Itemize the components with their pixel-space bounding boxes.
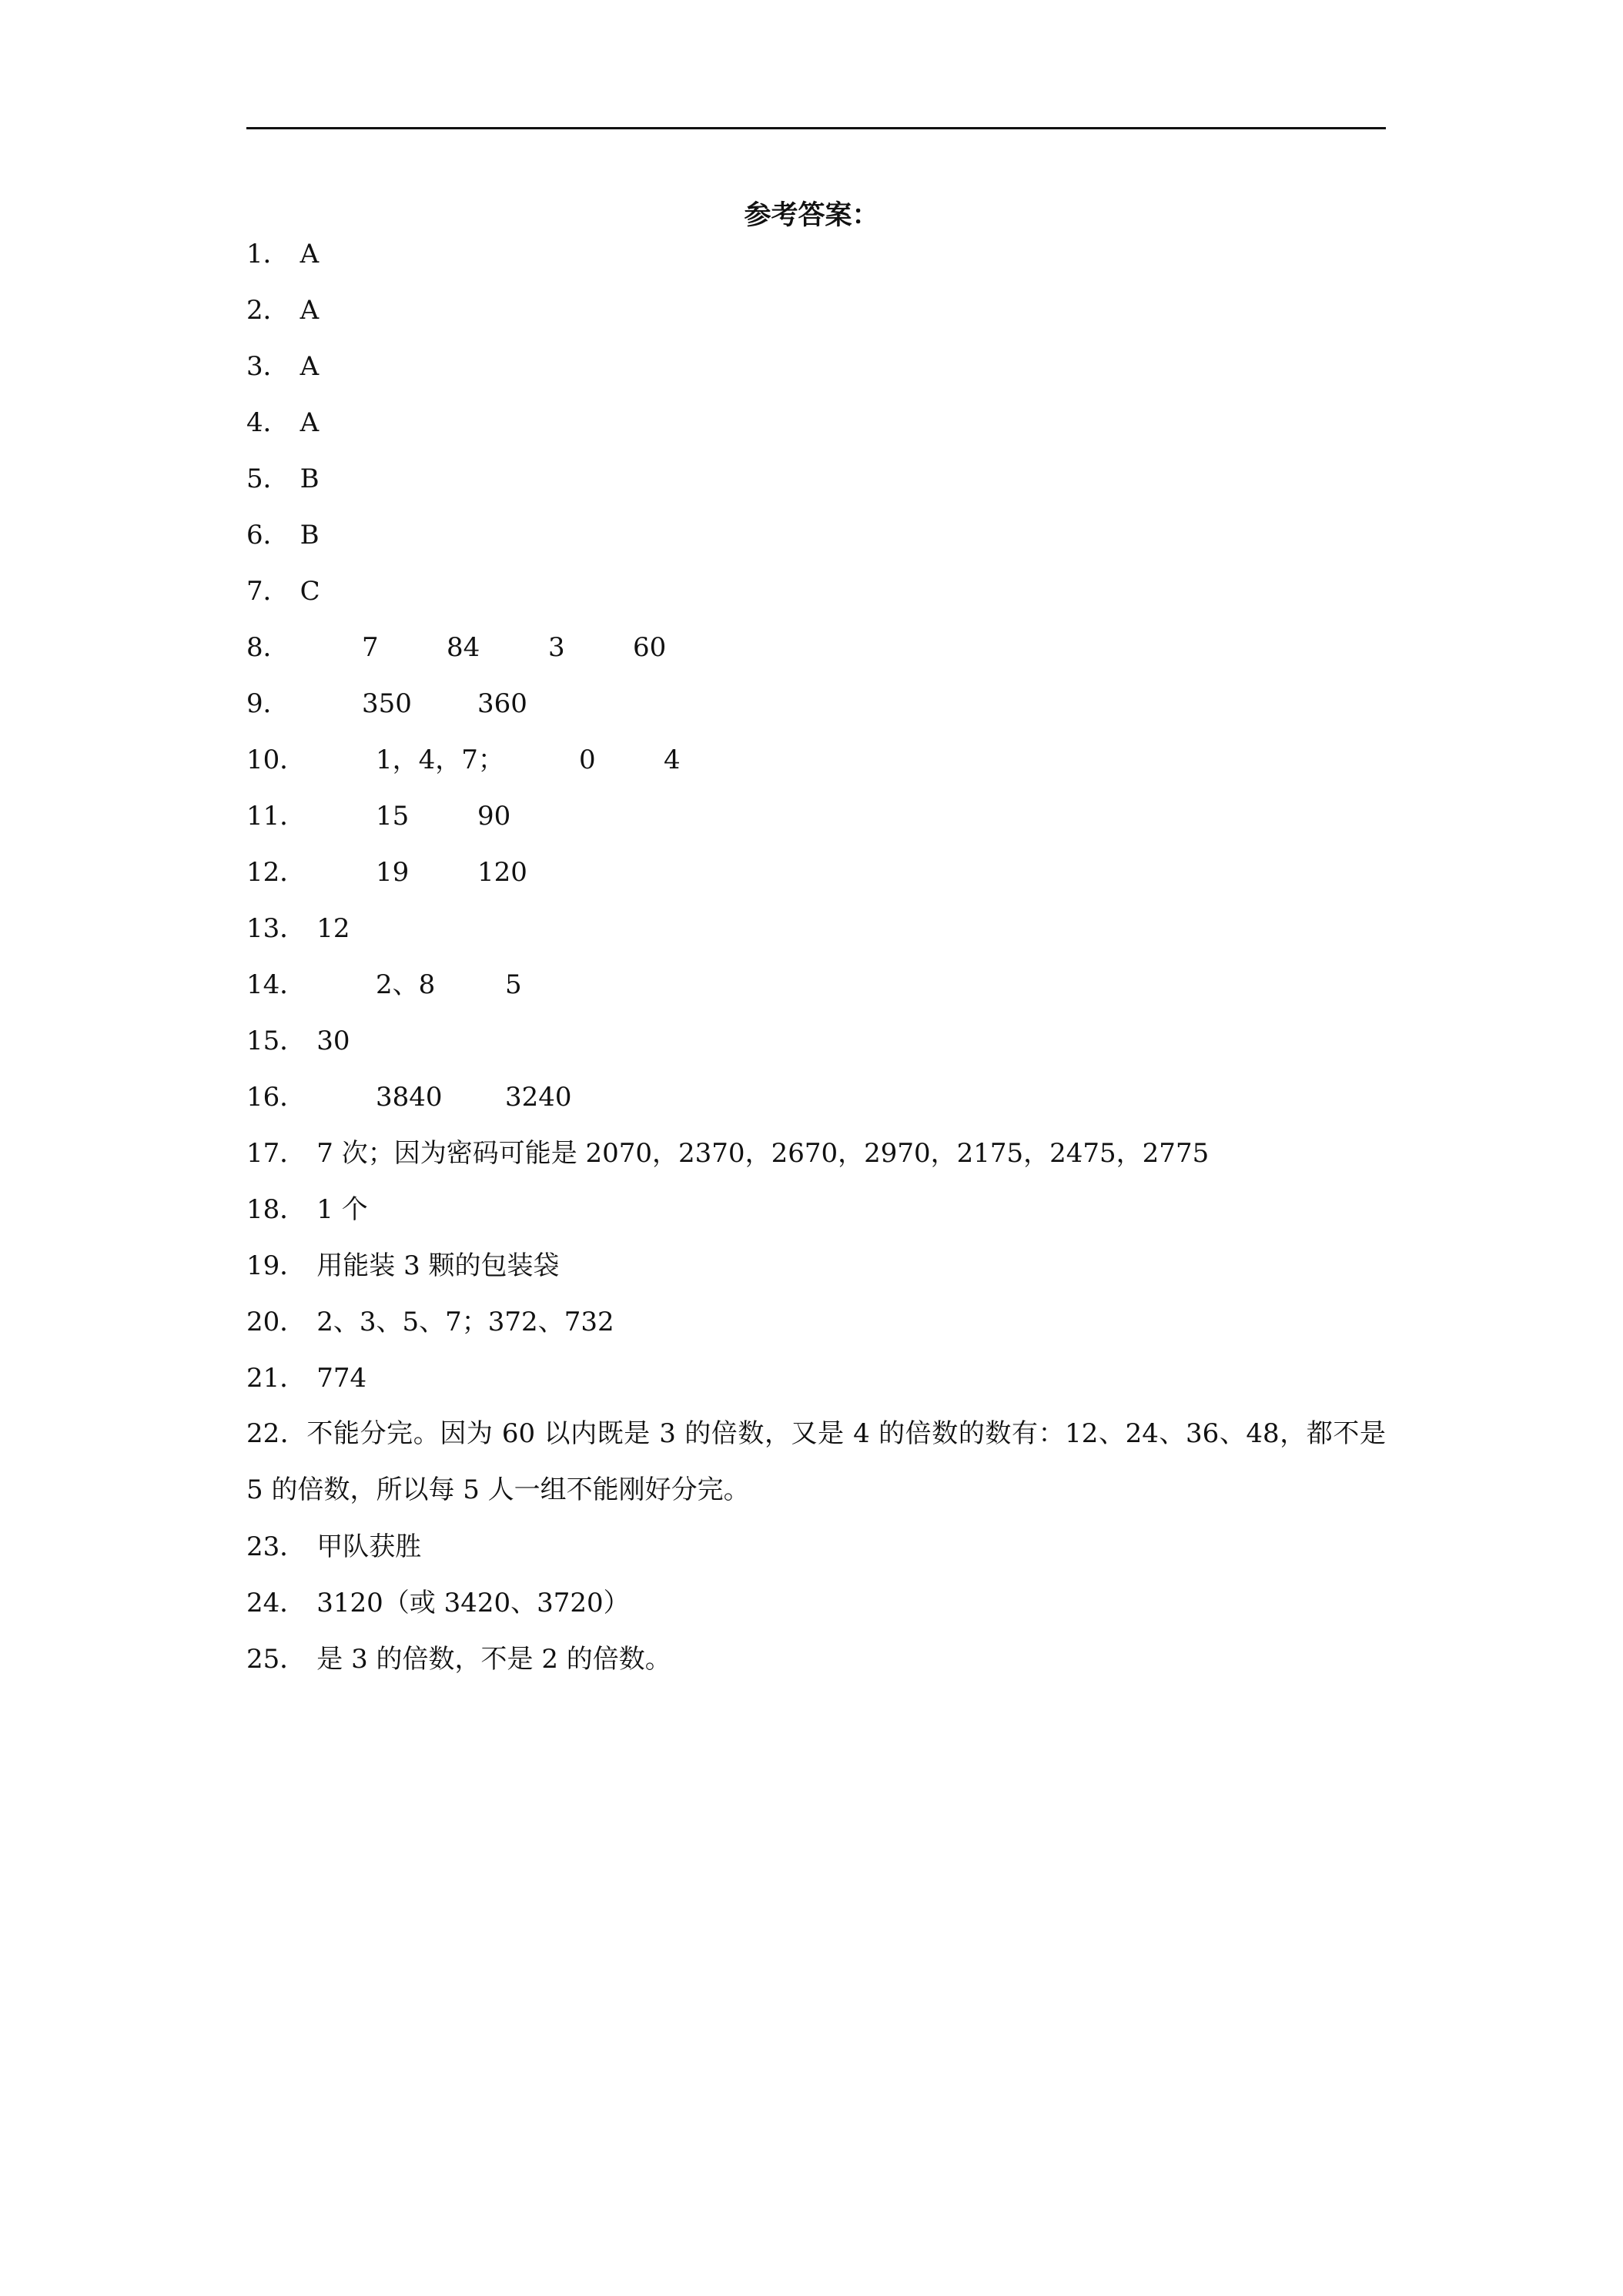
blank-answer: 84	[447, 632, 480, 663]
answer-item-17	[246, 1134, 1209, 1173]
blank-answer: 7	[362, 632, 379, 663]
blank-answer: 3	[548, 632, 565, 663]
item-number: 20．	[246, 1307, 306, 1337]
answer-item-21	[246, 1359, 366, 1397]
item-number: 14．	[246, 969, 306, 1000]
item-answer: 7 次；因为密码可能是 2070，2370，2670，2970，2175，2475，2775	[316, 1138, 1210, 1169]
blank-answer: 19	[376, 857, 410, 888]
blank-answer: 360	[477, 688, 527, 719]
answer-item-24	[246, 1584, 630, 1622]
item-number: 7．	[246, 576, 289, 607]
answer-item-8	[246, 628, 939, 667]
answer-item-3	[246, 347, 319, 386]
item-number: 17．	[246, 1138, 306, 1169]
item-answer: A	[300, 407, 320, 438]
answer-item-9	[246, 684, 939, 723]
item-number: 9．	[246, 688, 289, 719]
header-rule	[246, 127, 1386, 129]
item-answer: 774	[316, 1363, 367, 1394]
answer-item-23	[246, 1528, 421, 1566]
answer-item-19	[246, 1247, 560, 1285]
blank-answer: 0	[579, 745, 596, 775]
item-number: 5．	[246, 464, 289, 494]
answer-item-11	[246, 797, 939, 835]
item-answer: 不能分完。因为 60 以内既是 3 的倍数，又是 4 的倍数的数有：12、24、36、48，都不是 5 的倍数，所以每 5 人一组不能刚好分完。	[246, 1418, 1386, 1505]
answer-item-12	[246, 853, 939, 892]
item-number: 10．	[246, 745, 306, 775]
item-number: 4．	[246, 407, 289, 438]
item-number: 2．	[246, 295, 289, 326]
item-number: 3．	[246, 351, 289, 382]
item-answer: 1 个	[316, 1194, 368, 1225]
blank-answer: 120	[477, 857, 527, 888]
answer-item-5	[246, 460, 320, 498]
item-number: 6．	[246, 520, 289, 551]
answer-item-6	[246, 516, 320, 554]
item-number: 16．	[246, 1082, 306, 1113]
page-title: 参考答案：	[744, 200, 879, 231]
answer-item-4	[246, 403, 319, 442]
item-number: 23．	[246, 1531, 306, 1562]
answer-item-16	[246, 1078, 939, 1116]
blank-answer: 4	[664, 745, 681, 775]
answer-item-20	[246, 1303, 614, 1341]
blank-answer: 90	[477, 801, 511, 832]
item-number: 19．	[246, 1250, 306, 1281]
item-number: 12．	[246, 857, 306, 888]
answer-item-15	[246, 1022, 350, 1060]
answer-item-14	[246, 966, 939, 1004]
item-answer: B	[300, 464, 320, 494]
item-answer: 3120（或 3420、3720）	[316, 1588, 630, 1618]
item-number: 13．	[246, 913, 306, 944]
blank-answer: 3840	[376, 1082, 443, 1113]
answer-item-13	[246, 909, 350, 948]
item-answer: C	[300, 576, 320, 607]
item-number: 25．	[246, 1644, 306, 1675]
answer-item-2	[246, 291, 319, 330]
item-answer: 甲队获胜	[316, 1531, 422, 1562]
blank-answer: 15	[376, 801, 410, 832]
answer-item-25	[246, 1640, 671, 1678]
item-number: 18．	[246, 1194, 306, 1225]
item-number: 22．	[246, 1418, 307, 1449]
answer-item-7	[246, 572, 320, 611]
blank-answer: 60	[633, 632, 667, 663]
blank-answer: 1，4，7；	[376, 745, 504, 775]
answer-item-22	[246, 1406, 1386, 1518]
item-number: 8．	[246, 632, 289, 663]
item-number: 24．	[246, 1588, 306, 1618]
blank-answer: 350	[362, 688, 412, 719]
item-number: 1．	[246, 239, 289, 269]
item-answer: 30	[316, 1026, 350, 1056]
item-answer: A	[300, 295, 320, 326]
item-number: 15．	[246, 1026, 306, 1056]
answer-item-1	[246, 235, 319, 273]
item-answer: 是 3 的倍数，不是 2 的倍数。	[316, 1644, 671, 1675]
item-answer: B	[300, 520, 320, 551]
item-answer: A	[300, 351, 320, 382]
answer-item-10	[246, 741, 939, 779]
item-number: 11．	[246, 801, 306, 832]
answer-item-18	[246, 1190, 368, 1229]
blank-answer: 3240	[505, 1082, 572, 1113]
item-answer: 2、3、5、7；372、732	[316, 1307, 614, 1337]
item-number: 21．	[246, 1363, 306, 1394]
blank-answer: 2、8	[376, 969, 436, 1000]
item-answer: 12	[316, 913, 350, 944]
blank-answer: 5	[505, 969, 522, 1000]
item-answer: 用能装 3 颗的包装袋	[316, 1250, 560, 1281]
item-answer: A	[300, 239, 320, 269]
